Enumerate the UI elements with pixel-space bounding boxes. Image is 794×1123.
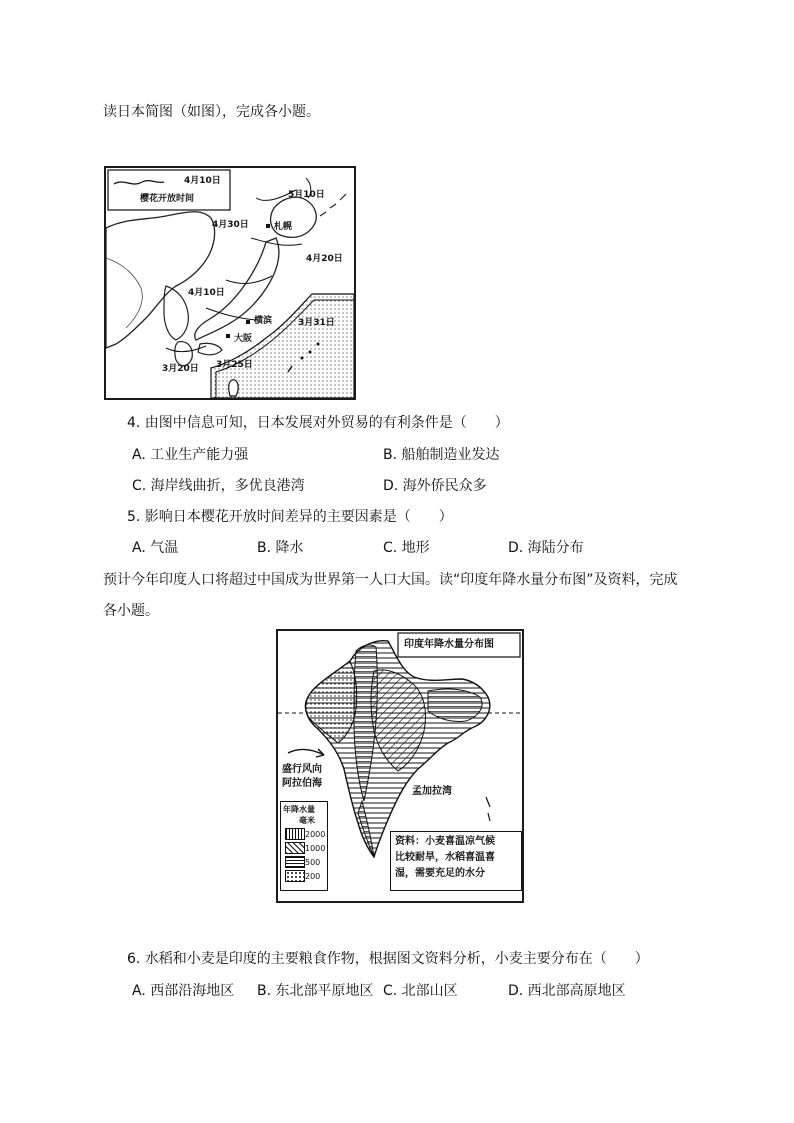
arabian-sea-label: 阿拉伯海 (282, 778, 322, 789)
india-map (276, 629, 524, 903)
legend-unit: 毫米 (299, 816, 315, 825)
q6-option-a[interactable]: A. 西部沿海地区 (132, 983, 235, 999)
q6-option-b[interactable]: B. 东北部平原地区 (257, 983, 374, 999)
legend-value-2000: 2000 (305, 830, 326, 839)
india-map-title: 印度年降水量分布图 (404, 639, 494, 650)
japan-map (104, 166, 356, 400)
label-mar25: 3月25日 (216, 360, 253, 370)
bay-of-bengal-label: 孟加拉湾 (412, 786, 452, 797)
legend-date-label: 4月10日 (184, 176, 221, 186)
q4-option-b[interactable]: B. 船舶制造业发达 (383, 447, 500, 463)
label-may10: 5月10日 (288, 190, 325, 200)
label-yokohama: 横滨 (254, 316, 273, 326)
label-apr30: 4月30日 (212, 220, 249, 230)
q6-option-c[interactable]: C. 北部山区 (383, 983, 458, 999)
label-osaka: 大阪 (234, 334, 253, 344)
legend-value-500: 500 (305, 858, 321, 867)
wind-direction-label: 盛行风向 (282, 764, 322, 775)
label-mar20: 3月20日 (162, 364, 199, 374)
q5-option-c[interactable]: C. 地形 (383, 540, 430, 556)
legend-swatch-500 (285, 856, 305, 868)
legend-swatch-1000 (285, 842, 305, 854)
label-sapporo: 札幌 (274, 222, 293, 232)
intro-text-india-2: 各小题。 (103, 603, 159, 619)
q5-option-d[interactable]: D. 海陆分布 (508, 540, 584, 556)
q4-stem: 4. 由图中信息可知，日本发展对外贸易的有利条件是（ ） (127, 415, 509, 431)
legend-caption: 樱花开放时间 (140, 194, 195, 204)
legend-title: 年降水量 (283, 805, 315, 814)
q4-option-d[interactable]: D. 海外侨民众多 (383, 478, 487, 494)
q6-option-d[interactable]: D. 西北部高原地区 (508, 983, 626, 999)
note-box (390, 831, 522, 891)
note-line-1: 资料：小麦喜温凉气候 (395, 836, 495, 847)
q4-option-c[interactable]: C. 海岸线曲折，多优良港湾 (132, 478, 305, 494)
q5-stem: 5. 影响日本樱花开放时间差异的主要因素是（ ） (127, 509, 453, 525)
q4-option-a[interactable]: A. 工业生产能力强 (132, 447, 249, 463)
note-line-3: 湿，需要充足的水分 (395, 868, 485, 879)
label-apr10: 4月10日 (188, 288, 225, 298)
intro-text-india-1: 预计今年印度人口将超过中国成为世界第一人口大国。读“印度年降水量分布图”及资料，完成 (103, 572, 678, 588)
legend-value-200: 200 (305, 872, 321, 881)
label-mar31: 3月31日 (298, 318, 335, 328)
intro-text-japan: 读日本简图（如图），完成各小题。 (103, 104, 320, 120)
q6-stem: 6. 水稻和小麦是印度的主要粮食作物，根据图文资料分析，小麦主要分布在（ ） (127, 951, 649, 967)
q5-option-b[interactable]: B. 降水 (257, 540, 304, 556)
q5-option-a[interactable]: A. 气温 (132, 540, 179, 556)
note-line-2: 比较耐旱，水稻喜温喜 (395, 852, 495, 863)
legend-swatch-200 (285, 870, 305, 882)
precipitation-legend (280, 801, 328, 891)
label-apr20: 4月20日 (306, 254, 343, 264)
legend-value-1000: 1000 (305, 844, 326, 853)
legend-swatch-2000 (285, 828, 305, 840)
